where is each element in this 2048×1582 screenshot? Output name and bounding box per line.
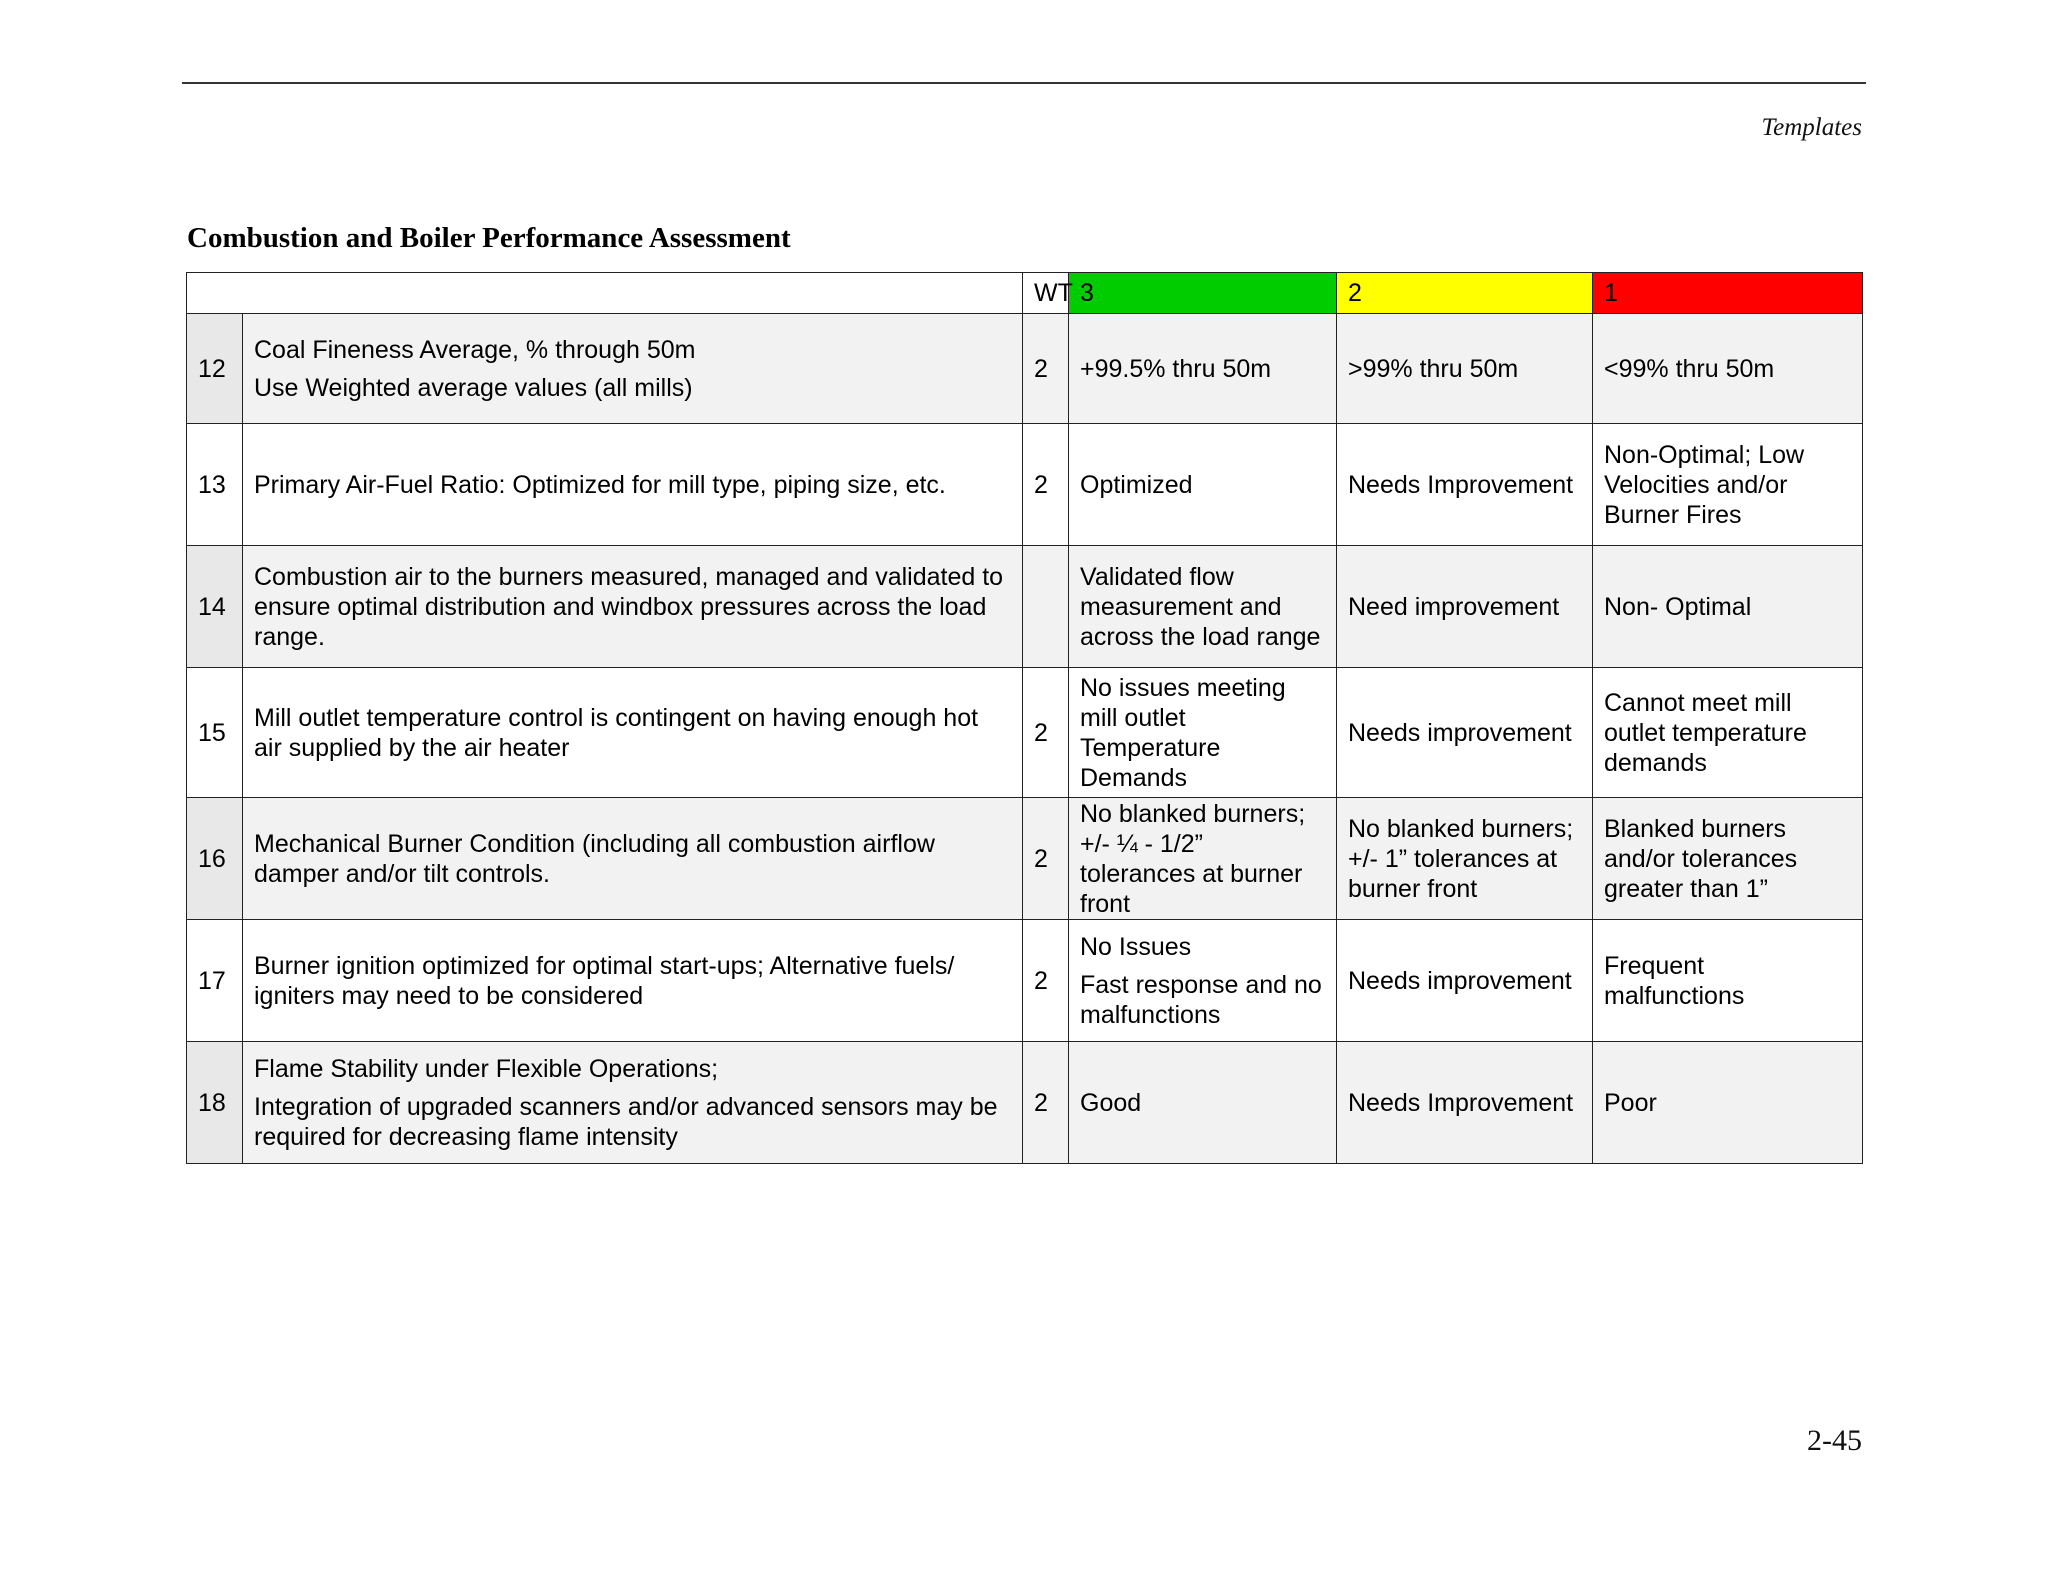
row-score-2: Need improvement bbox=[1337, 546, 1593, 668]
row-description bbox=[243, 314, 1023, 424]
row-weight: 2 bbox=[1023, 314, 1069, 424]
running-header: Templates bbox=[1761, 114, 1862, 141]
header-rule bbox=[182, 82, 1866, 84]
row-score-2: >99% thru 50m bbox=[1337, 314, 1593, 424]
row-score-3: No blanked burners; +/- ¼ - 1/2” tolerances at burner front bbox=[1069, 798, 1337, 920]
row-weight bbox=[1023, 546, 1069, 668]
header-score-2: 2 bbox=[1337, 273, 1593, 314]
table-row bbox=[187, 668, 1863, 798]
header-wt: WT bbox=[1023, 273, 1069, 314]
row-score-1: Frequent malfunctions bbox=[1593, 920, 1863, 1042]
row-description: Mechanical Burner Condition (including all combustion airflow damper and/or tilt controls. bbox=[243, 798, 1023, 920]
row-score-3 bbox=[1069, 920, 1337, 1042]
table-header-row bbox=[187, 273, 1863, 314]
row-description: Combustion air to the burners measured, managed and validated to ensure optimal distribution and windbox pressures across the load range. bbox=[243, 546, 1023, 668]
row-score-1: Blanked burners and/or tolerances greater than 1” bbox=[1593, 798, 1863, 920]
row-score-2: Needs improvement bbox=[1337, 920, 1593, 1042]
description-line: Integration of upgraded scanners and/or advanced sensors may be required for decreasing flame intensity bbox=[254, 1092, 998, 1151]
score-line: Fast response and no malfunctions bbox=[1080, 970, 1322, 1029]
row-number: 14 bbox=[187, 546, 243, 668]
row-weight: 2 bbox=[1023, 668, 1069, 798]
row-score-3: Validated flow measurement and across the load range bbox=[1069, 546, 1337, 668]
row-description bbox=[243, 1042, 1023, 1164]
row-score-1: Poor bbox=[1593, 1042, 1863, 1164]
row-weight: 2 bbox=[1023, 920, 1069, 1042]
row-score-2: Needs improvement bbox=[1337, 668, 1593, 798]
row-score-3: No issues meeting mill outlet Temperature Demands bbox=[1069, 668, 1337, 798]
row-score-2: No blanked burners; +/- 1” tolerances at burner front bbox=[1337, 798, 1593, 920]
description-line: Coal Fineness Average, % through 50m bbox=[254, 335, 696, 364]
page-title: Combustion and Boiler Performance Assessment bbox=[187, 222, 791, 254]
row-description: Burner ignition optimized for optimal start-ups; Alternative fuels/ igniters may need to be considered bbox=[243, 920, 1023, 1042]
row-number: 16 bbox=[187, 798, 243, 920]
table-row bbox=[187, 798, 1863, 920]
page-number: 2-45 bbox=[1807, 1424, 1862, 1457]
row-weight: 2 bbox=[1023, 798, 1069, 920]
row-description: Mill outlet temperature control is contingent on having enough hot air supplied by the air heater bbox=[243, 668, 1023, 798]
table-row bbox=[187, 920, 1863, 1042]
header-blank-cell bbox=[187, 273, 1023, 314]
row-number: 18 bbox=[187, 1042, 243, 1164]
table-row bbox=[187, 424, 1863, 546]
row-score-1: Non-Optimal; Low Velocities and/or Burner Fires bbox=[1593, 424, 1863, 546]
assessment-table bbox=[186, 272, 1863, 1164]
row-number: 15 bbox=[187, 668, 243, 798]
row-score-1: Non- Optimal bbox=[1593, 546, 1863, 668]
row-score-3: +99.5% thru 50m bbox=[1069, 314, 1337, 424]
table-row bbox=[187, 1042, 1863, 1164]
table-row bbox=[187, 314, 1863, 424]
description-line: Use Weighted average values (all mills) bbox=[254, 373, 693, 402]
row-score-2: Needs Improvement bbox=[1337, 1042, 1593, 1164]
row-description: Primary Air-Fuel Ratio: Optimized for mill type, piping size, etc. bbox=[243, 424, 1023, 546]
row-score-2: Needs Improvement bbox=[1337, 424, 1593, 546]
row-weight: 2 bbox=[1023, 424, 1069, 546]
row-score-1: Cannot meet mill outlet temperature demands bbox=[1593, 668, 1863, 798]
row-score-3: Good bbox=[1069, 1042, 1337, 1164]
row-weight: 2 bbox=[1023, 1042, 1069, 1164]
row-number: 17 bbox=[187, 920, 243, 1042]
description-line: Flame Stability under Flexible Operations; bbox=[254, 1054, 719, 1083]
score-line: No Issues bbox=[1080, 932, 1192, 961]
row-score-1: <99% thru 50m bbox=[1593, 314, 1863, 424]
header-score-1: 1 bbox=[1593, 273, 1863, 314]
row-number: 13 bbox=[187, 424, 243, 546]
row-number: 12 bbox=[187, 314, 243, 424]
table-row bbox=[187, 546, 1863, 668]
header-score-3: 3 bbox=[1069, 273, 1337, 314]
row-score-3: Optimized bbox=[1069, 424, 1337, 546]
